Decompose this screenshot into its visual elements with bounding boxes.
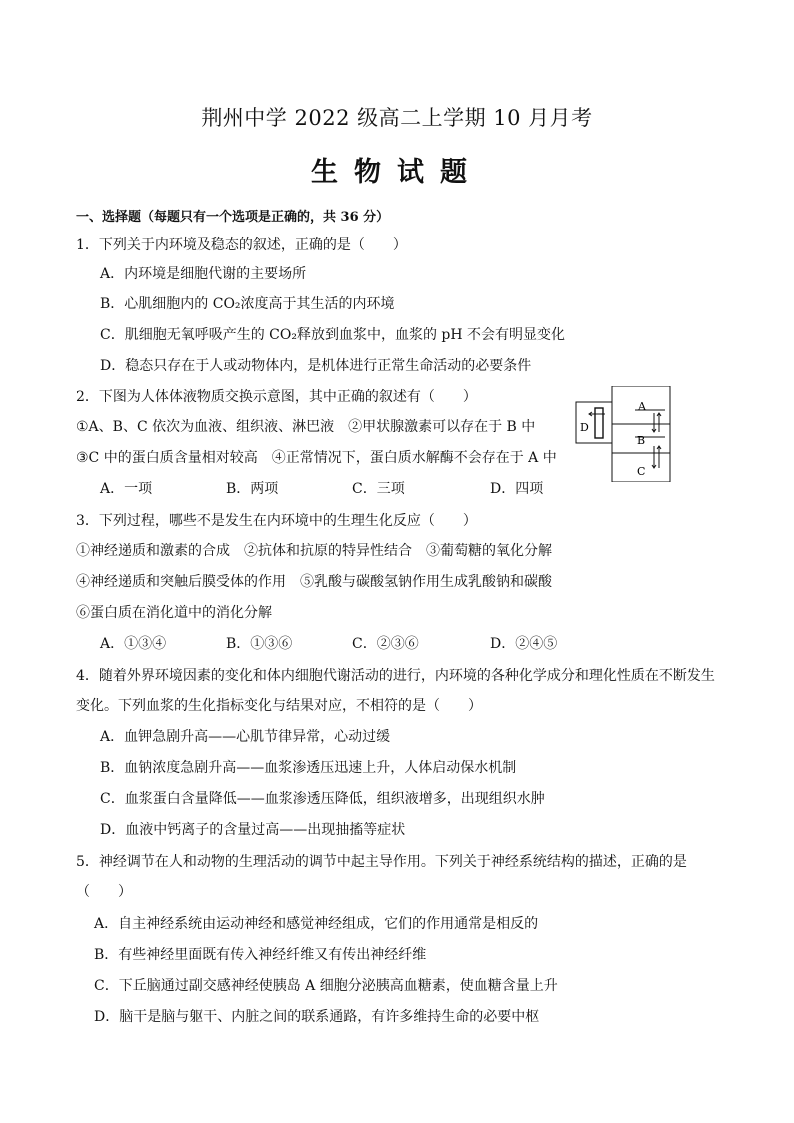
q5-option-c: C．下丘脑通过副交感神经使胰岛 A 细胞分泌胰高血糖素，使血糖含量上升 (94, 978, 558, 994)
diagram-cell-d (595, 408, 603, 438)
q4-option-a: A．血钾急剧升高——心肌节律异常，心动过缓 (100, 729, 391, 745)
q3-option-a: A．①③④ (100, 636, 167, 652)
q5-option-d: D．脑干是脑与躯干、内脏之间的联系通路，有许多维持生命的必要中枢 (94, 1009, 540, 1025)
q3-options (100, 633, 616, 653)
exam-subtitle: 生物试题 (311, 157, 483, 188)
q2-statement-1: ①A、B、C 依次为血液、组织液、淋巴液 ②甲状腺激素可以存在于 B 中 (76, 419, 536, 435)
diagram-label-a: A (638, 400, 646, 413)
body-fluid-diagram (575, 386, 671, 482)
q4-stem-line-1: 4．随着外界环境因素的变化和体内细胞代谢活动的进行，内环境的各种化学成分和理化性质在不断发生 (76, 668, 715, 684)
diagram-label-d: D (580, 421, 589, 434)
q1-option-b: B．心肌细胞内的 CO₂浓度高于其生活的内环境 (100, 296, 395, 312)
q2-option-c: C．三项 (352, 481, 405, 497)
q2-statement-2: ③C 中的蛋白质含量相对较高 ④正常情况下，蛋白质水解酶不会存在于 A 中 (76, 450, 557, 466)
q1-option-a: A．内环境是细胞代谢的主要场所 (100, 266, 307, 282)
q4-option-b: B．血钠浓度急剧升高——血浆渗透压迅速上升，人体启动保水机制 (100, 760, 517, 776)
q3-option-b: B．①③⑥ (226, 636, 293, 652)
diagram-label-b: B (637, 434, 646, 447)
q1-option-c: C．肌细胞无氧呼吸产生的 CO₂释放到血浆中，血浆的 pH 不会有明显变化 (100, 327, 566, 343)
q3-statement-2: ④神经递质和突触后膜受体的作用 ⑤乳酸与碳酸氢钠作用生成乳酸钠和碳酸 (76, 574, 552, 590)
q5-stem-line-1: 5．神经调节在人和动物的生理活动的调节中起主导作用。下列关于神经系统结构的描述，正确的是 (76, 854, 687, 870)
q3-option-d: D．②④⑤ (490, 636, 558, 652)
exam-title: 荆州中学 2022 级高二上学期 10 月月考 (201, 106, 593, 130)
q4-option-d: D．血液中钙离子的含量过高——出现抽搐等症状 (100, 822, 406, 838)
q4-stem-line-2: 变化。下列血浆的生化指标变化与结果对应，不相符的是（ ） (76, 698, 482, 714)
q2-options (100, 478, 616, 498)
q5-option-b: B．有些神经里面既有传入神经纤维又有传出神经纤维 (94, 947, 427, 963)
q4-option-c: C．血浆蛋白含量降低——血浆渗透压降低，组织液增多，出现组织水肿 (100, 791, 545, 807)
q1-option-d: D．稳态只存在于人或动物体内，是机体进行正常生命活动的必要条件 (100, 358, 532, 374)
q5-option-a: A．自主神经系统由运动神经和感觉神经组成，它们的作用通常是相反的 (94, 916, 539, 932)
q2-option-b: B．两项 (226, 481, 279, 497)
q3-stem: 3．下列过程，哪些不是发生在内环境中的生理生化反应（ ） (76, 513, 477, 529)
q5-stem-line-2: （ ） (76, 884, 132, 900)
q3-statement-1: ①神经递质和激素的合成 ②抗体和抗原的特异性结合 ③葡萄糖的氧化分解 (76, 543, 552, 559)
q2-option-d: D．四项 (490, 481, 544, 497)
section-heading: 一、选择题（每题只有一个选项是正确的，共 36 分） (76, 210, 390, 225)
q2-option-a: A．一项 (100, 481, 153, 497)
q3-option-c: C．②③⑥ (352, 636, 419, 652)
q3-statement-3: ⑥蛋白质在消化道中的消化分解 (76, 605, 272, 621)
q1-stem: 1．下列关于内环境及稳态的叙述，正确的是（ ） (76, 237, 407, 253)
diagram-label-c: C (637, 465, 646, 478)
q2-stem: 2．下图为人体体液物质交换示意图，其中正确的叙述有（ ） (76, 389, 477, 405)
